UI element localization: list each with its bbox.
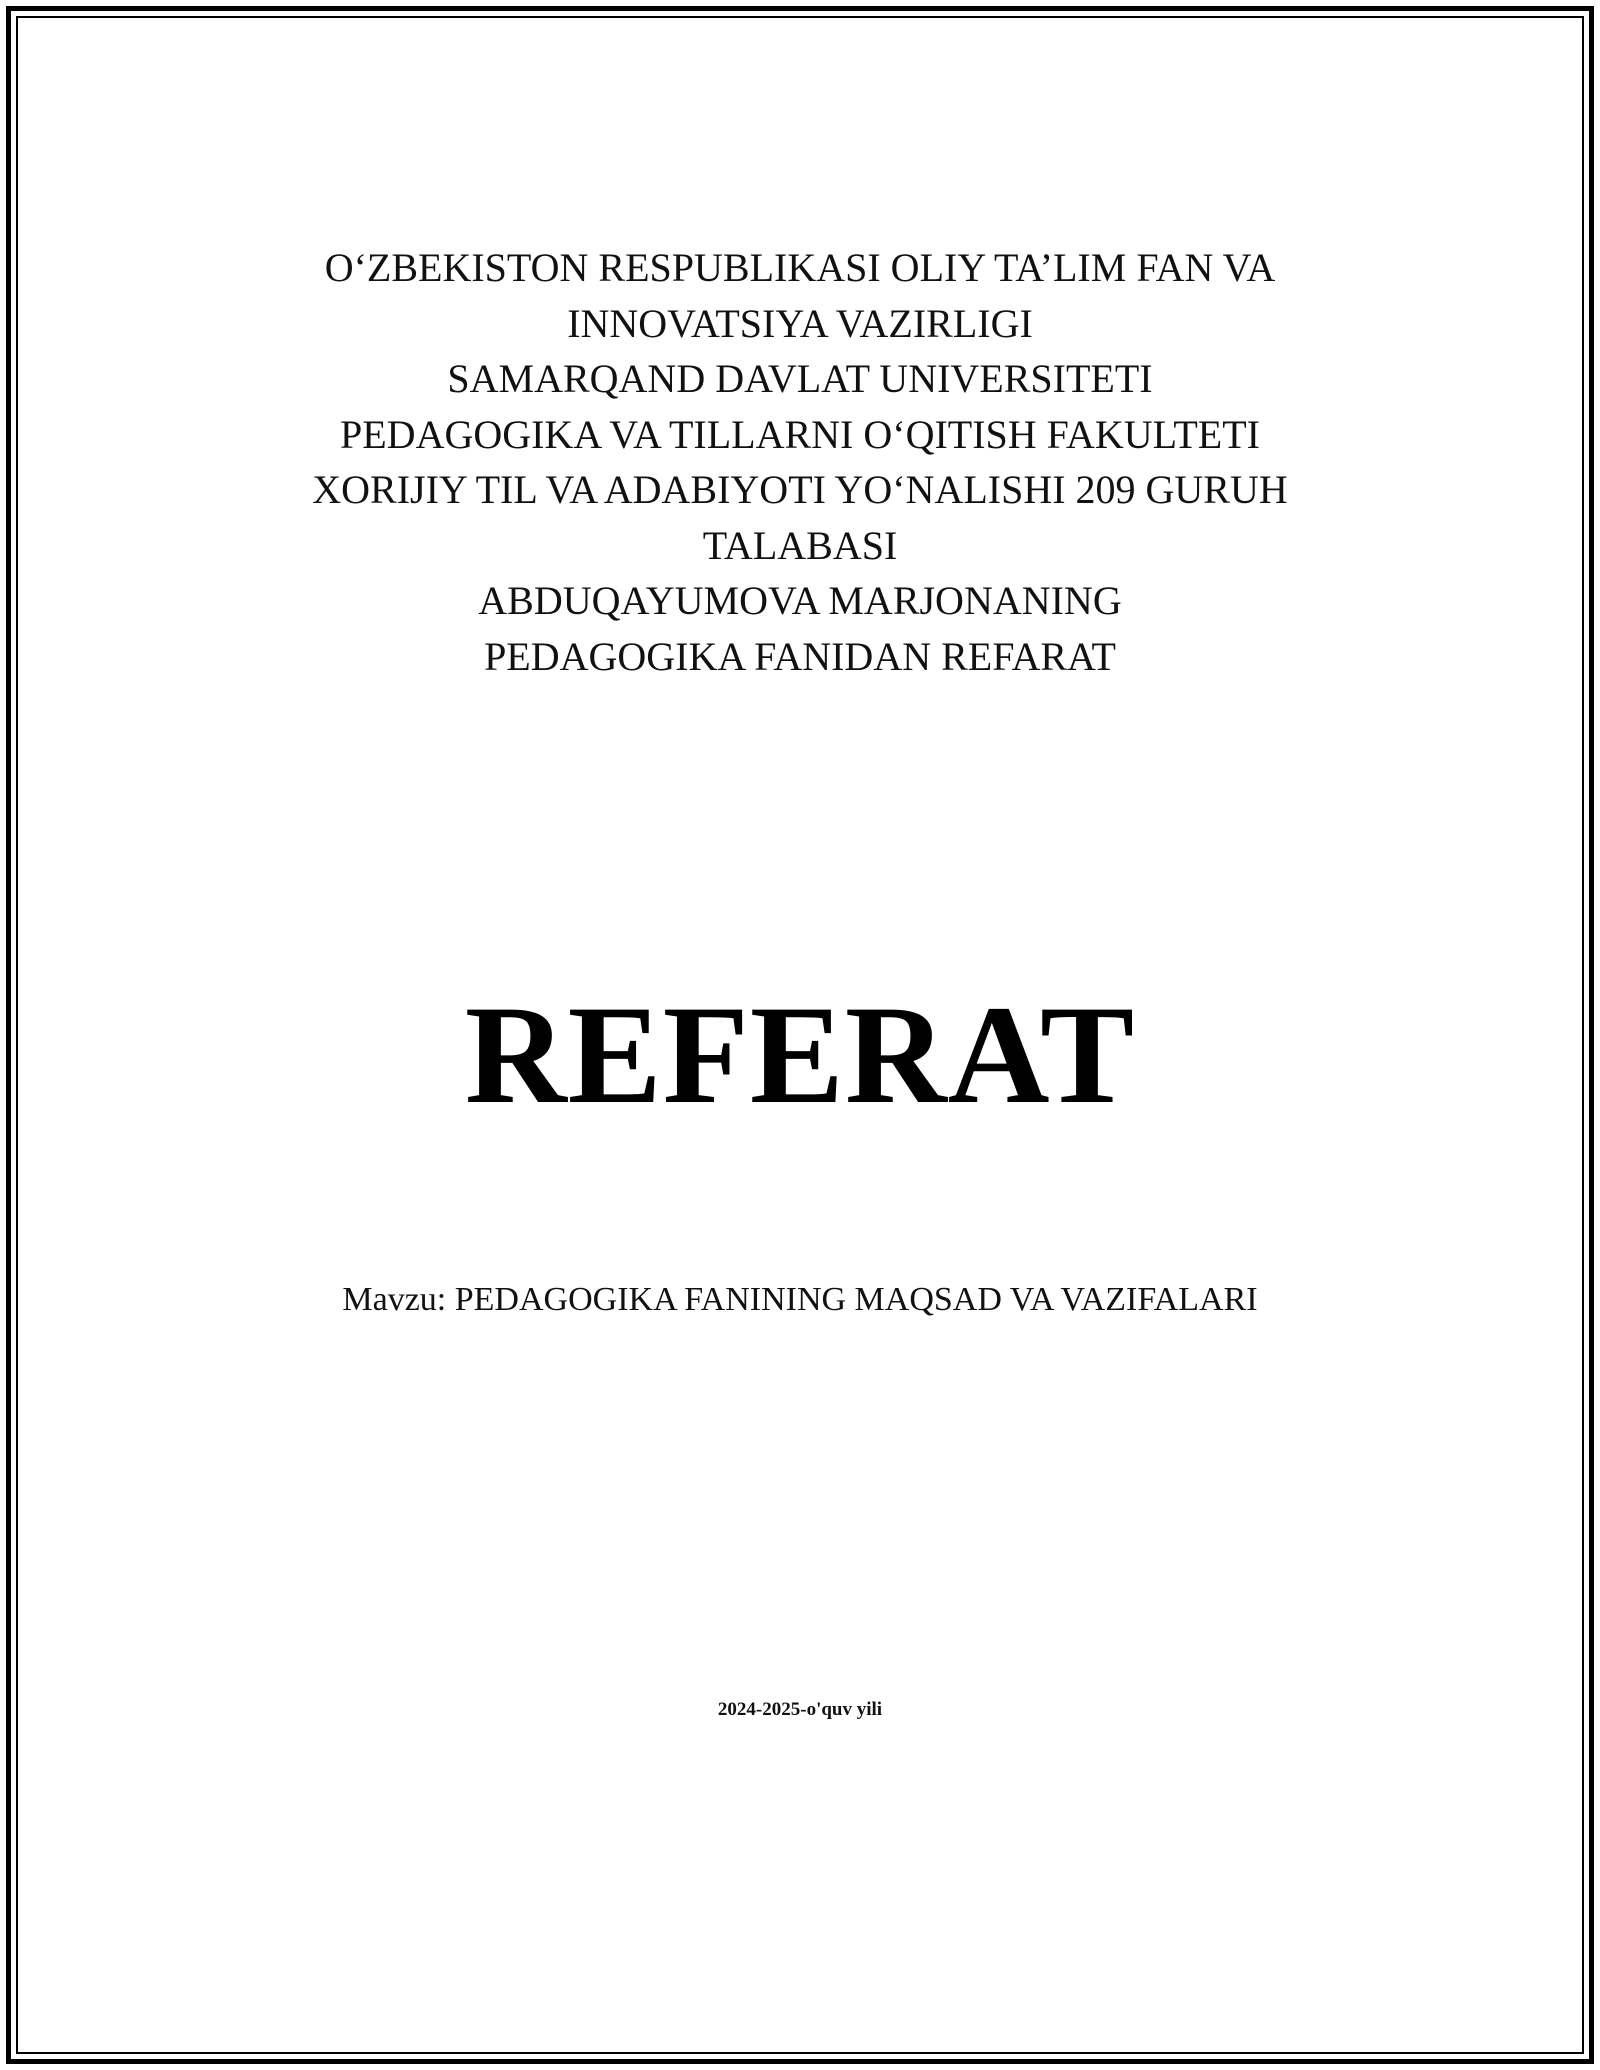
header-line-ministry-2: INNOVATSIYA VAZIRLIGI — [567, 300, 1033, 346]
topic-line: Mavzu: PEDAGOGIKA FANINING MAQSAD VA VAZIFALARI — [342, 1281, 1258, 1318]
header-line-student-name: ABDUQAYUMOVA MARJONANING — [478, 578, 1122, 623]
institution-header — [0, 240, 1600, 684]
header-line-university: SAMARQAND DAVLAT UNIVERSITETI — [447, 356, 1153, 401]
header-line-ministry-1: O‘ZBEKISTON RESPUBLIKASI OLIY TA’LIM FAN VA — [324, 245, 1276, 290]
header-line-department: XORIJIY TIL VA ADABIYOTI YO‘NALISHI 209 GURUH — [312, 467, 1288, 512]
header-line-faculty: PEDAGOGIKA VA TILLARNI O‘QITISH FAKULTETI — [340, 411, 1260, 457]
academic-year: 2024-2025-o'quv yili — [717, 1699, 883, 1720]
header-line-subject: PEDAGOGIKA FANIDAN REFARAT — [484, 633, 1116, 679]
header-line-student-label: TALABASI — [702, 522, 898, 568]
document-title: REFERAT — [464, 977, 1136, 1133]
